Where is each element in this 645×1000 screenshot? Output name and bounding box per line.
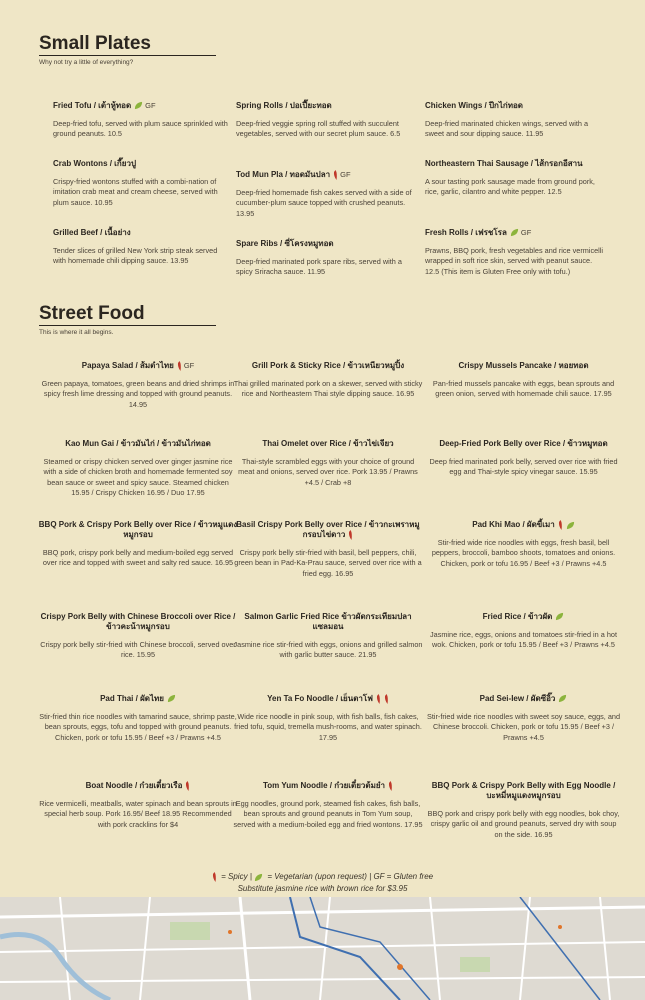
menu-item	[233, 612, 423, 661]
menu-item-title: Thai Omelet over Rice / ข้าวไข่เจียว	[262, 439, 394, 448]
gluten-free-badge: GF	[145, 101, 156, 110]
menu-item-description: Wide rice noodle in pink soup, with fish balls, fish cakes, fried tofu, squid, tremella mush-rooms, and water spinach. 17.95	[234, 712, 422, 742]
chili-pepper-icon	[376, 694, 381, 704]
menu-item-title: Chicken Wings / ปีกไก่ทอด	[425, 101, 523, 110]
menu-item-description: BBQ pork, crispy pork belly and medium-boiled egg served over rice and topped with sweet and salty red sauce. 16.95	[42, 548, 234, 568]
menu-item-name	[233, 439, 423, 449]
menu-item-description: Jasmine rice, eggs, onions and tomatoes stir-fried in a hot wok. Chicken, pork or tofu 15.95 / Beef +3 / Prawns +4.5	[430, 630, 617, 650]
menu-item-description: Crispy pork belly stir-fried with Chinese broccoli, served over rice. 15.95	[40, 640, 236, 660]
menu-item-description: Steamed or crispy chicken served over ginger jasmine rice with a side of chicken broth and homemade fermented soy bean sauce or sweet and spicy sauce. Steamed chicken 15.95 / Crispy Chicken 16.95 / Duo 17.95	[43, 457, 233, 497]
menu-item-title: Boat Noodle / ก๋วยเตี๋ยวเรือ	[85, 781, 183, 791]
chili-pepper-icon	[558, 520, 563, 530]
menu-item-name	[38, 694, 238, 704]
menu-item	[53, 101, 228, 140]
menu-item-name	[233, 361, 423, 371]
menu-item-description: Stir-fried wide rice noodles with sweet soy sauce, eggs, and Chinese broccoli. Chicken, pork or tofu 15.95 / Beef +3 / Prawns +4.5	[426, 712, 621, 742]
menu-item-title: Pad Thai / ผัดไทย	[100, 694, 164, 703]
menu-item	[425, 159, 605, 198]
legend-separator: |	[369, 872, 372, 882]
leaf-icon	[134, 101, 143, 110]
menu-item-name	[233, 781, 423, 791]
menu-item-description: A sour tasting pork sausage made from ground pork, rice, garlic, cilantro and white pepper. 12.5	[425, 177, 595, 197]
menu-item-title: Basil Crispy Pork Belly over Rice / ข้าวกะเพราหมูกรอบไข่ดาว	[236, 520, 420, 540]
leaf-icon	[510, 228, 519, 237]
menu-item-title: Grill Pork & Sticky Rice / ข้าวเหนียวหมูปิ้ง	[251, 361, 405, 370]
menu-item-title: Tod Mun Pla / ทอดมันปลา	[236, 170, 331, 180]
menu-item-name	[53, 228, 228, 238]
leaf-icon	[558, 694, 567, 703]
menu-item	[426, 361, 621, 400]
menu-item	[38, 520, 238, 569]
menu-item-description: Crispy pork belly stir-fried with basil, bell peppers, chili, green bean in Pad-Ka-Prau sauce, served over rice with a fried egg. 16.95	[234, 548, 422, 578]
menu-item	[38, 361, 238, 410]
menu-item	[236, 170, 416, 219]
menu-item	[426, 612, 621, 651]
menu-item-description: Thai grilled marinated pork on a skewer, served with sticky rice and Northeastern Thai style dipping sauce. 16.95	[233, 379, 423, 399]
menu-item-title: Northeastern Thai Sausage / ไส้กรอกอีสาน	[425, 159, 583, 168]
menu-item-title: Pad Khi Mao / ผัดขี้เมา	[472, 520, 555, 530]
menu-item-title: Fresh Rolls / เฟรชโรล	[425, 228, 507, 237]
menu-item-description: Rice vermicelli, meatballs, water spinach and bean sprouts in special herb soup. Pork 16.95/ Beef 18.95 Recommended with pork cracklins for $4	[39, 799, 237, 829]
menu-item-description: Crispy-fried wontons stuffed with a combi-nation of imitation crab meat and cream cheese, served with plum sauce. 10.95	[53, 177, 218, 207]
chili-pepper-icon	[333, 170, 338, 180]
street-food-subtitle: This is where it all begins.	[39, 329, 114, 336]
menu-item-name	[426, 439, 621, 449]
legend-separator: |	[249, 872, 252, 882]
legend	[0, 872, 645, 882]
city-map-illustration	[0, 897, 645, 1000]
menu-item-title: Crab Wontons / เกี๊ยวปู	[53, 159, 137, 168]
menu-item-name	[38, 361, 238, 371]
leaf-icon	[566, 521, 575, 530]
menu-item-description: Deep-fried marinated chicken wings, served with a sweet and sour dipping sauce. 11.95	[425, 119, 589, 139]
menu-item-description: Green papaya, tomatoes, green beans and dried shrimps in spicy fresh lime dressing and topped with ground peanuts. 14.95	[41, 379, 235, 409]
menu-item	[233, 781, 423, 830]
menu-item-title: Deep-Fried Pork Belly over Rice / ข้าวหมูทอด	[439, 439, 608, 448]
menu-item-title: Grilled Beef / เนื้อย่าง	[53, 228, 131, 237]
menu-item-name	[233, 612, 423, 632]
menu-item-description: Deep-fried tofu, served with plum sauce sprinkled with ground peanuts. 10.5	[53, 119, 228, 139]
menu-item	[425, 101, 605, 140]
menu-item-description: Deep-fried homemade fish cakes served with a side of cucumber-plum sauce topped with crushed peanuts. 13.95	[236, 188, 412, 218]
menu-item	[233, 520, 423, 579]
menu-item-description: Deep-fried marinated pork spare ribs, served with a spicy Sriracha sauce. 11.95	[236, 257, 402, 277]
chili-pepper-icon	[212, 872, 217, 882]
chili-pepper-icon	[348, 530, 353, 540]
menu-item-name	[426, 361, 621, 371]
menu-item-title: Fried Tofu / เต้าหู้ทอด	[53, 101, 132, 110]
menu-item-name	[236, 101, 416, 111]
menu-item-title: Tom Yum Noodle / ก๋วยเตี๋ยวต้มยำ	[262, 781, 386, 791]
menu-item-title: Salmon Garlic Fried Rice ข้าวผัดกระเทียมปลาแซลมอน	[244, 612, 412, 631]
small-plates-title: Small Plates	[39, 33, 151, 54]
menu-item-name	[426, 520, 621, 530]
menu-item-description: Prawns, BBQ pork, fresh vegetables and rice vermicelli wrapped in soft rice skin, served with peanut sauce. 12.5 (This item is Gluten Free only with tofu.)	[425, 246, 604, 276]
menu-item-name	[426, 612, 621, 622]
menu-item	[233, 361, 423, 400]
menu-item-name	[236, 170, 416, 180]
menu-item-title: Crispy Mussels Pancake / หอยทอด	[458, 361, 589, 370]
menu-item	[233, 439, 423, 488]
menu-item-description: Deep-fried veggie spring roll stuffed with succulent vegetables, served with our secret plum sauce. 6.5	[236, 119, 401, 139]
menu-item-title: Crispy Pork Belly with Chinese Broccoli over Rice / ข้าวคะน้าหมูกรอบ	[40, 612, 236, 631]
street-food-title: Street Food	[39, 303, 145, 324]
menu-item-name	[426, 781, 621, 801]
leaf-icon	[254, 873, 263, 882]
menu-item-name	[53, 159, 228, 169]
menu-item-description: Stir-fried thin rice noodles with tamarind sauce, shrimp paste, bean sprouts, eggs, tofu and topped with ground peanuts. Chicken, pork or tofu 15.95 / Beef +3 / Prawns +4.5	[39, 712, 237, 742]
menu-item-title: BBQ Pork & Crispy Pork Belly over Rice / ข้าวหมูแดงหมูกรอบ	[38, 520, 238, 539]
menu-item-name	[425, 228, 605, 238]
menu-item-title: Pad Sei-Iew / ผัดซีอิ๊ว	[479, 694, 556, 703]
gluten-free-badge: GF	[340, 170, 351, 180]
menu-item-name	[426, 694, 621, 704]
menu-item	[38, 439, 238, 498]
menu-item	[38, 694, 238, 743]
menu-item-name	[233, 694, 423, 704]
legend-vegetarian: = Vegetarian (upon request)	[267, 872, 367, 882]
menu-item-name	[233, 520, 423, 540]
menu-item-title: BBQ Pork & Crispy Pork Belly with Egg Noodle / บะหมี่หมูแดงหมูกรอบ	[431, 781, 616, 800]
street-food-rule	[39, 325, 216, 326]
menu-item-title: Fried Rice / ข้าวผัด	[482, 612, 553, 621]
map-graphic	[0, 897, 645, 1000]
menu-item-title: Yen Ta Fo Noodle / เย็นตาโฟ	[267, 694, 373, 704]
menu-item-title: Spring Rolls / ปอเปี๊ยะทอด	[236, 101, 332, 110]
small-plates-subtitle: Why not try a little of everything?	[39, 59, 134, 66]
menu-item	[426, 439, 621, 478]
legend-gluten-free: GF = Gluten free	[373, 872, 434, 882]
menu-item	[53, 228, 228, 267]
menu-item-name	[425, 101, 605, 111]
menu-item-name	[425, 159, 605, 169]
gluten-free-badge: GF	[520, 228, 532, 237]
menu-item-description: Egg noodles, ground pork, steamed fish cakes, fish balls, bean sprouts and ground peanuts in Tom Yum soup, served with a medium-boiled egg and fried wontons. 17.95	[233, 799, 423, 829]
menu-item-description: Pan-fried mussels pancake with eggs, bean sprouts and green onion, served with homemade chili sauce. 17.95	[432, 379, 615, 399]
brown-rice-note: Substitute jasmine rice with brown rice for $3.95	[237, 884, 408, 893]
menu-item-title: Papaya Salad / ส้มตำไทย	[81, 361, 174, 371]
menu-item	[38, 781, 238, 830]
leaf-icon	[555, 612, 564, 621]
menu-item-description: Deep fried marinated pork belly, served over rice with fried egg and Thai-style spicy vinegar sauce. 15.95	[429, 457, 618, 477]
menu-item	[236, 239, 416, 278]
menu-item	[426, 520, 621, 569]
menu-item	[425, 228, 605, 277]
chili-pepper-icon	[388, 781, 393, 791]
chili-pepper-icon	[384, 694, 389, 704]
gluten-free-badge: GF	[183, 361, 195, 371]
leaf-icon	[167, 694, 176, 703]
menu-item-description: Jasmine rice stir-fried with eggs, onions and grilled salmon with garlic butter sauce. 21.95	[233, 640, 423, 660]
menu-item	[53, 159, 228, 208]
legend-spicy: = Spicy	[221, 872, 248, 882]
menu-item	[38, 612, 238, 661]
menu-item-description: Thai-style scrambled eggs with your choice of ground meat and onions, served over rice. Pork 13.95 / Prawns +4.5 / Crab +8	[238, 457, 418, 487]
menu-item-description: BBQ pork and crispy pork belly with egg noodles, bok choy, crispy garlic oil and ground peanuts, served dry with soup on the side. 16.95	[427, 809, 620, 839]
chili-pepper-icon	[185, 781, 190, 791]
menu-item-title: Kao Mun Gai / ข้าวมันไก่ / ข้าวมันไก่ทอด	[65, 439, 211, 448]
menu-item	[426, 781, 621, 840]
menu-item-name	[38, 612, 238, 632]
small-plates-rule	[39, 55, 216, 56]
menu-item	[233, 694, 423, 743]
menu-item	[426, 694, 621, 743]
menu-item-description: Tender slices of grilled New York strip steak served with homemade chili dipping sauce. 13.95	[53, 246, 218, 266]
menu-item-name	[38, 781, 238, 791]
menu-item-name	[236, 239, 416, 249]
menu-item-title: Spare Ribs / ซี่โครงหมูทอด	[236, 239, 334, 248]
chili-pepper-icon	[177, 361, 182, 371]
menu-item-name	[38, 439, 238, 449]
menu-item-name	[53, 101, 228, 111]
menu-item-description: Stir-fried wide rice noodles with eggs, fresh basil, bell peppers, broccoli, bamboo shoots, tomatoes and onions. Chicken, pork or tofu 16.95 / Beef +3 / Prawns +4.5	[431, 538, 616, 568]
menu-item-name	[38, 520, 238, 540]
menu-item	[236, 101, 416, 140]
